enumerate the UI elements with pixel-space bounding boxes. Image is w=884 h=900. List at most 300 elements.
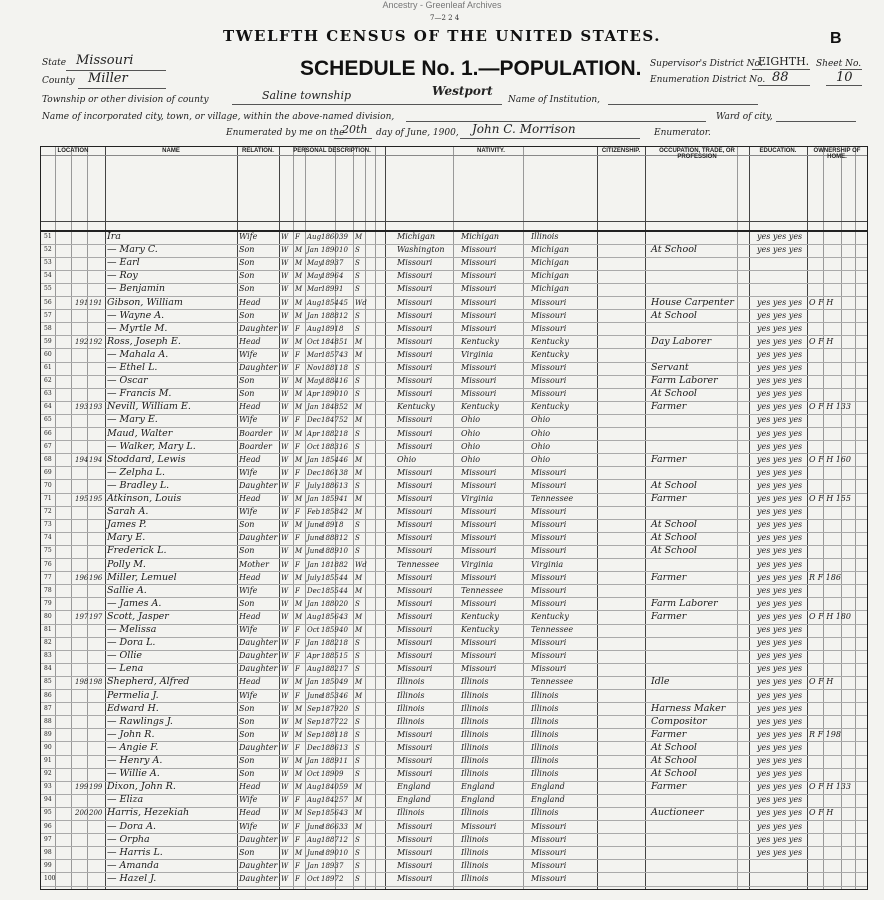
race: W [281,468,289,477]
row-number: 98 [44,848,52,856]
birthplace-person: Missouri [397,494,433,503]
birthplace-father: Missouri [461,651,497,661]
marital-status: Wd [355,298,367,307]
birth-month: Mar [307,350,322,359]
relation: Son [239,271,255,281]
row-number: 99 [44,861,52,869]
birthplace-person: Missouri [397,284,433,294]
row-number: 81 [44,626,52,633]
birthplace-person: Missouri [397,598,433,608]
birthplace-mother: Missouri [531,480,567,490]
birth-month: Jan [307,311,319,320]
table-row [41,690,867,704]
birthplace-person: Missouri [397,860,433,870]
marital-status: S [355,429,360,438]
birthplace-mother: Illinois [531,703,559,713]
table-row [41,454,867,468]
birth-year: 1886 [321,743,339,752]
birth-year: 1847 [321,416,339,425]
education: yes yes yes [757,703,803,713]
dwelling-number: 197 [75,612,89,621]
birth-month: Jan [307,757,319,765]
birthplace-person: Missouri [397,310,433,320]
marital-status: S [355,246,360,255]
marital-status: M [355,337,363,346]
birthplace-father: Missouri [461,533,497,543]
table-row [41,768,867,782]
birthplace-father: Kentucky [461,336,499,346]
race: W [281,298,289,307]
ownership: O F H 133 [809,782,851,792]
relation: Son [239,847,255,857]
city-label: Name of incorporated city, town, or village, within the above-named division, [42,112,395,122]
marital-status: S [355,259,360,268]
age: 18 [339,429,348,438]
marital-status: S [355,442,360,451]
sex: M [295,599,303,608]
enumeration-label: Enumeration District No. [650,75,766,85]
age: 13 [339,481,348,490]
race: W [281,547,289,556]
birthplace-father: Missouri [461,310,497,320]
person-name: Scott, Jasper [107,610,169,622]
marital-status: M [355,416,363,425]
occupation: At School [651,309,697,321]
person-name: Harris, Hezekiah [107,807,190,819]
header-location: LOCATION [57,148,89,154]
row-number: 66 [44,429,52,437]
relation: Son [239,546,255,556]
person-name: Mary E. [107,532,146,544]
age: 17 [339,665,348,674]
sex: F [295,874,300,883]
birth-year: 1893 [321,861,339,870]
marital-status: M [355,796,363,805]
person-name: — Angie F. [107,741,159,753]
ownership: O F H 180 [809,611,851,621]
table-row [41,231,867,245]
age: 12 [339,311,348,320]
sex: M [295,390,303,399]
marital-status: S [355,730,360,739]
occupation: Farmer [651,571,687,583]
sex: M [295,573,303,582]
marital-status: M [355,233,363,241]
marital-status: S [355,311,360,320]
birthplace-father: Ohio [461,428,481,438]
age: 20 [339,599,348,608]
institution-value: Westport [432,84,493,98]
sex: M [295,678,303,687]
sex: F [295,324,300,333]
family-number: 198 [89,678,103,687]
sex: M [295,259,303,268]
birthplace-mother: Michigan [531,271,569,281]
birthplace-mother: Missouri [531,376,567,386]
education: yes yes yes [757,507,803,517]
table-row [41,572,867,586]
birthplace-person: Missouri [397,638,433,648]
marital-status: S [355,652,360,661]
row-number: 61 [44,364,52,371]
sex: F [295,652,300,661]
education: yes yes yes [757,480,803,490]
table-row [41,807,867,821]
table-row [41,270,867,284]
race: W [281,822,289,831]
row-number: 91 [44,757,52,764]
marital-status: S [355,599,360,608]
birth-year: 1853 [321,691,339,700]
age: 49 [339,678,348,687]
birthplace-mother: Tennessee [531,677,574,687]
row-number: 96 [44,822,52,830]
person-name: — Willie A. [107,768,160,780]
birth-year: 1882 [321,429,339,438]
table-row [41,781,867,795]
race: W [281,757,289,765]
birthplace-father: England [461,795,495,805]
age: 10 [339,547,348,556]
occupation: Auctioneer [651,807,704,819]
relation: Son [239,598,255,608]
sex: M [295,311,303,320]
birthplace-mother: Illinois [531,742,559,752]
education: yes yes yes [757,297,803,307]
person-name: Sallie A. [107,584,147,596]
birthplace-father: Missouri [461,520,497,530]
birthplace-father: Illinois [461,690,489,700]
birth-month: Aug [307,783,322,792]
marital-status: S [355,547,360,556]
birthplace-mother: Illinois [531,808,559,818]
birth-year: 1866 [321,822,339,831]
person-name: — Dora A. [107,820,156,832]
birthplace-father: Virginia [461,349,494,359]
row-number: 65 [44,416,52,424]
institution-label: Name of Institution, [508,95,601,105]
dwelling-number: 191 [75,298,89,307]
birth-year: 1889 [321,757,339,765]
ownership: O F H [809,677,834,687]
row-number: 85 [44,678,52,686]
marital-status: S [355,521,360,530]
township-label: Township or other division of county [42,95,209,105]
education: yes yes yes [757,559,803,569]
birth-year: 1880 [321,599,339,608]
birth-year: 1861 [321,468,339,477]
relation: Head [239,677,261,687]
age: 9 [339,770,344,779]
age: 2 [339,874,344,883]
age: 42 [339,508,348,517]
dwelling-number: 200 [75,809,89,818]
table-row [41,873,867,887]
birthplace-mother: Missouri [531,821,567,831]
dwelling-number: 192 [75,337,89,346]
birth-month: Jan [307,403,319,412]
birthplace-person: Missouri [397,467,433,477]
age: 46 [339,455,348,464]
occupation: Compositor [651,715,707,727]
relation: Head [239,494,261,503]
birthplace-father: Ohio [461,441,481,451]
birthplace-person: Ohio [397,454,417,464]
occupation: Farm Laborer [651,597,718,609]
relation: Daughter [239,533,278,543]
birth-year: 1890 [321,246,339,255]
row-number: 88 [44,717,52,725]
sex: F [295,691,300,700]
education: yes yes yes [757,834,803,844]
marital-status: S [355,770,360,779]
birthplace-mother: Tennessee [531,625,574,634]
row-number: 55 [44,285,52,293]
occupation: At School [651,244,697,256]
marital-status: S [355,717,360,726]
birthplace-person: England [397,795,431,805]
family-number: 200 [89,809,103,818]
row-number: 51 [44,233,52,240]
person-name: — Earl [107,257,140,269]
sex: F [295,743,300,752]
table-row [41,663,867,677]
birthplace-person: Missouri [397,297,433,307]
relation: Daughter [239,651,278,661]
relation: Boarder [239,428,272,438]
birthplace-father: Ohio [461,454,481,464]
marital-status: S [355,377,360,386]
table-row [41,493,867,507]
person-name: — Mary E. [107,414,158,426]
marital-status: S [355,285,360,294]
enumerator-label: Enumerator. [654,128,711,138]
birth-year: 1888 [321,534,339,543]
birth-month: Sep [307,730,321,739]
age: 52 [339,403,348,412]
race: W [281,599,289,608]
marital-status: S [355,364,360,372]
birth-month: Aug [307,324,322,333]
education: yes yes yes [757,376,803,386]
birthplace-person: Missouri [397,389,433,399]
age: 4 [339,272,344,281]
marital-status: S [355,481,360,490]
header-citizenship: CITIZENSHIP. [601,148,641,154]
birthplace-person: Missouri [397,349,433,359]
birthplace-father: Illinois [461,860,489,870]
race: W [281,455,289,464]
birth-year: 1879 [321,704,339,713]
sex: F [295,560,300,569]
row-number: 80 [44,612,52,620]
race: W [281,429,289,438]
relation: Son [239,258,255,268]
birth-year: 1854 [321,298,339,307]
age: 43 [339,612,348,621]
education: yes yes yes [757,363,803,372]
age: 16 [339,377,348,386]
birthplace-father: Missouri [461,389,497,399]
marital-status: S [355,835,360,844]
occupation: At School [651,755,697,766]
birthplace-person: Missouri [397,441,433,451]
person-name: Gibson, William [107,296,183,308]
relation: Daughter [239,480,278,490]
sex: M [295,730,303,739]
row-number: 94 [44,796,52,804]
education: yes yes yes [757,428,803,438]
education: yes yes yes [757,546,803,556]
sex: M [295,272,303,281]
marital-status: M [355,403,363,412]
sheet-label: Sheet No. [816,59,862,69]
birth-month: Jan [307,599,319,608]
table-row [41,506,867,520]
table-row [41,624,867,638]
sex: F [295,822,300,831]
race: W [281,691,289,700]
relation: Wife [239,690,258,700]
birthplace-father: Illinois [461,769,489,779]
birth-month: Dec [307,416,321,425]
person-name: — Orpha [107,833,150,845]
sex: M [295,848,303,857]
education: yes yes yes [757,441,803,451]
birthplace-father: Missouri [461,258,497,268]
birthplace-person: Missouri [397,271,433,281]
age: 40 [339,626,348,634]
row-number: 58 [44,324,52,332]
row-number: 60 [44,350,52,358]
supervisor-value: EIGHTH. [758,55,810,68]
schedule-title: SCHEDULE No. 1.—POPULATION. [300,57,642,80]
occupation: Day Laborer [651,335,712,347]
education: yes yes yes [757,677,803,687]
ownership: O F H [809,297,834,307]
birth-month: Jan [307,639,319,648]
person-name: — Myrtle M. [107,322,168,334]
age: 7 [339,259,344,268]
birth-month: June [307,848,323,857]
marital-status: S [355,874,360,883]
relation: Daughter [239,742,278,752]
birthplace-father: Kentucky [461,611,499,621]
family-number: 197 [89,612,103,621]
birth-year: 1896 [321,272,339,281]
age: 7 [339,861,344,870]
birth-month: Feb [307,508,321,517]
age: 51 [339,337,348,346]
person-name: — Roy [107,270,138,282]
birth-month: Jan [307,861,319,870]
birth-year: 1882 [321,639,339,648]
relation: Wife [239,415,258,425]
birthplace-father: Illinois [461,703,489,713]
birthplace-father: Ohio [461,415,481,425]
person-name: — Henry A. [107,755,163,766]
race: W [281,324,289,333]
birthplace-person: Missouri [397,323,433,333]
sex: M [295,809,303,818]
person-name: Edward H. [107,702,159,714]
race: W [281,652,289,661]
age: 18 [339,730,348,739]
birthplace-person: Illinois [397,808,425,818]
row-number: 79 [44,599,52,607]
marital-status: S [355,848,360,857]
occupation: At School [651,532,697,544]
birth-year: 1897 [321,874,339,883]
relation: Mother [239,559,269,569]
row-number: 57 [44,311,52,319]
person-name: Ross, Joseph E. [107,335,181,347]
birthplace-person: Missouri [397,625,433,634]
table-row [41,729,867,743]
sex: M [295,521,303,530]
education: yes yes yes [757,756,803,765]
sex: M [295,337,303,346]
page-title: TWELFTH CENSUS OF THE UNITED STATES. [223,27,661,45]
birth-year: 1858 [321,508,339,517]
person-name: Maud, Walter [107,427,173,439]
sex: F [295,442,300,451]
sex: F [295,350,300,359]
birthplace-person: Missouri [397,756,433,765]
education: yes yes yes [757,847,803,857]
family-number: 195 [89,495,103,503]
person-name: — Melissa [107,624,157,635]
birthplace-mother: Missouri [531,598,567,608]
education: yes yes yes [757,625,803,634]
birth-month: Dec [307,743,321,752]
row-number: 67 [44,442,52,450]
race: W [281,246,289,255]
birthplace-mother: England [531,795,565,805]
education: yes yes yes [757,323,803,333]
birthplace-mother: Michigan [531,284,569,294]
birthplace-father: Illinois [461,756,489,765]
birthplace-mother: Missouri [531,520,567,530]
person-name: — Francis M. [107,388,172,400]
state-value: Missouri [76,53,134,68]
relation: Wife [239,232,258,241]
birth-month: Apr [307,652,320,661]
sex: F [295,626,300,634]
birthplace-mother: Kentucky [531,402,569,412]
occupation: Harness Maker [651,702,726,714]
marital-status: S [355,324,360,333]
birthplace-mother: Kentucky [531,336,569,346]
birthplace-mother: Missouri [531,664,567,674]
occupation: At School [651,545,697,557]
sex: M [295,495,303,503]
birth-month: June [307,521,323,530]
table-row [41,336,867,350]
birthplace-person: Missouri [397,533,433,543]
birthplace-person: Illinois [397,716,425,726]
occupation: Farmer [651,728,687,740]
birthplace-person: England [397,782,431,792]
row-number: 63 [44,390,52,398]
ward-label: Ward of city, [716,112,773,122]
race: W [281,337,289,346]
age: 43 [339,809,348,818]
ownership: R F 186 [809,572,841,582]
table-row [41,388,867,402]
row-number: 82 [44,639,52,647]
sex: M [295,403,303,412]
